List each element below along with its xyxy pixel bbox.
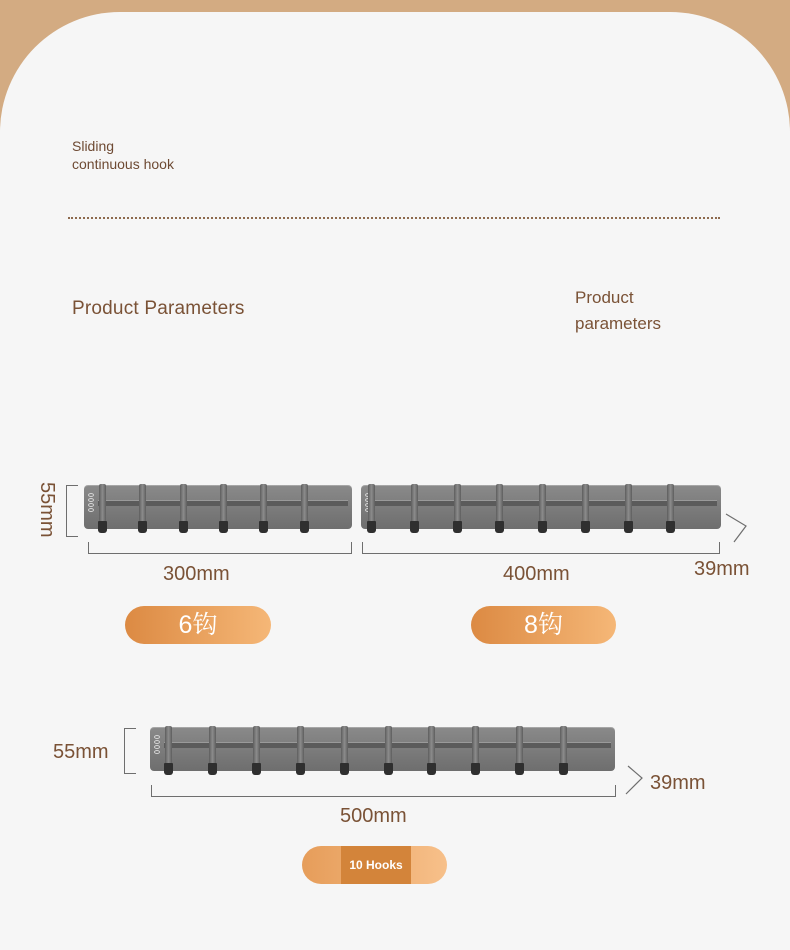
hook (219, 484, 228, 534)
hook (410, 484, 419, 534)
width-bracket-300 (88, 542, 352, 554)
width-bracket-400 (362, 542, 720, 554)
subtitle-line-2: continuous hook (72, 156, 174, 172)
width-label-400: 400mm (503, 563, 570, 585)
section-title-alt-line-1: Product (575, 288, 634, 307)
hook (453, 484, 462, 534)
width-label-500: 500mm (340, 805, 407, 827)
height-bracket-500 (124, 728, 136, 774)
hook (495, 484, 504, 534)
hook (559, 726, 568, 776)
width-bracket-500 (151, 785, 616, 797)
depth-label-400: 39mm (694, 558, 750, 580)
hook (164, 726, 173, 776)
hook (384, 726, 393, 776)
hook-count-badge-6: 6钩 (125, 606, 271, 644)
hook-rail-10 (150, 727, 615, 771)
hook (624, 484, 633, 534)
hook (666, 484, 675, 534)
hook-rail-8 (361, 485, 721, 529)
dotted-divider (68, 217, 720, 219)
hook (296, 726, 305, 776)
width-label-300: 300mm (163, 563, 230, 585)
hook (538, 484, 547, 534)
hook (300, 484, 309, 534)
hook (138, 484, 147, 534)
hook (340, 726, 349, 776)
subtitle (72, 137, 174, 173)
hook-rail-6 (84, 485, 352, 529)
depth-angle-mark-400 (724, 512, 748, 544)
rail-end-buttons (88, 493, 96, 512)
section-title-alt-line-2: parameters (575, 314, 661, 333)
height-label-500: 55mm (53, 741, 109, 763)
section-title: Product Parameters (72, 298, 245, 319)
hook (259, 484, 268, 534)
hook-count-badge-8: 8钩 (471, 606, 616, 644)
hook (208, 726, 217, 776)
rail-end-buttons (154, 735, 162, 754)
product-card (0, 12, 790, 950)
hook (581, 484, 590, 534)
hook (471, 726, 480, 776)
hook (367, 484, 376, 534)
hook (515, 726, 524, 776)
height-label-300: 55mm (36, 482, 58, 538)
depth-angle-mark-500 (622, 764, 646, 796)
height-bracket-300 (66, 485, 78, 537)
depth-label-500: 39mm (650, 772, 706, 794)
hook-count-badge-10 (302, 846, 447, 884)
subtitle-line-1: Sliding (72, 138, 115, 154)
hook (252, 726, 261, 776)
hook (98, 484, 107, 534)
hook-count-label-10: 10 Hooks (341, 846, 411, 884)
hook (179, 484, 188, 534)
section-title-alt (575, 285, 661, 337)
hook (427, 726, 436, 776)
